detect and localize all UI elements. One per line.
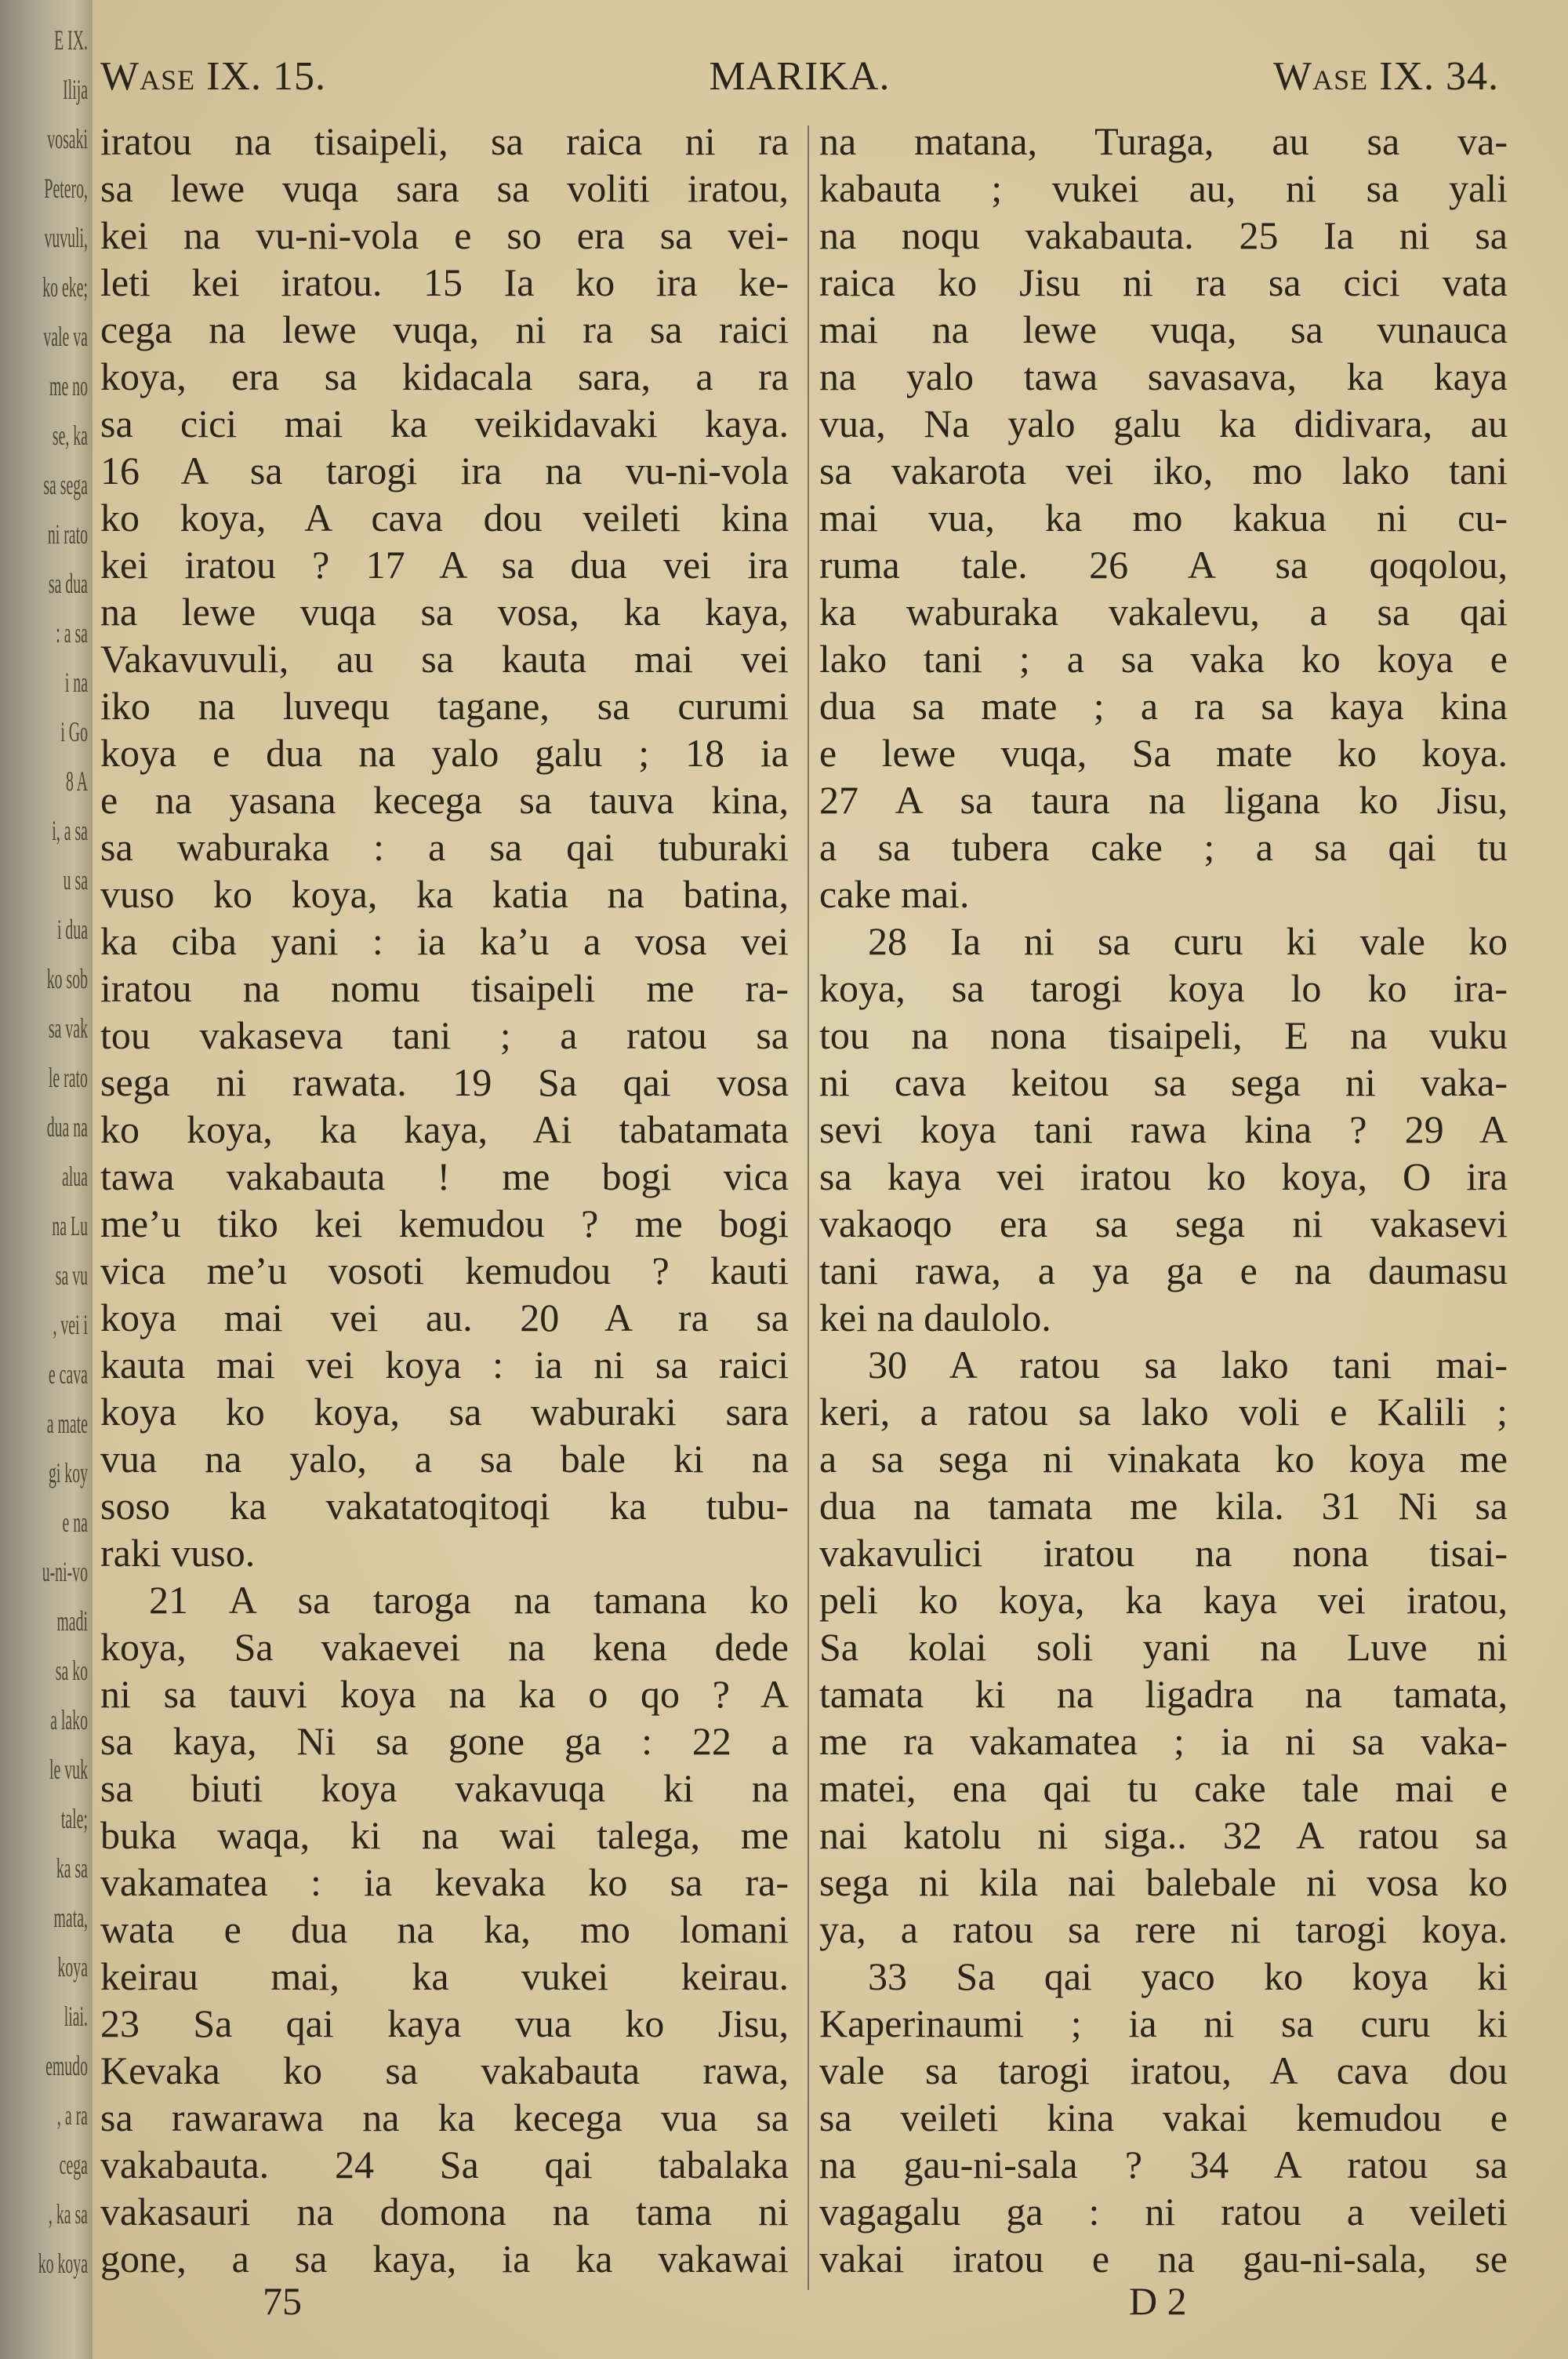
margin-fragment: u-ni-vo [42, 1556, 88, 1587]
text-line: tou na nona tisaipeli, E na vuku [819, 1013, 1508, 1057]
text-line: sega ni rawata. 19 Sa qai vosa [100, 1060, 789, 1104]
text-line: a sa sega ni vinakata ko koya me [819, 1437, 1508, 1481]
margin-fragment: e na [62, 1507, 88, 1538]
text-line: 30 A ratou sa lako tani mai- [868, 1343, 1508, 1387]
margin-fragment: sa sega [43, 469, 88, 500]
header-right-prefix: Wase [1273, 54, 1369, 99]
text-line: sa kaya vei iratou ko koya, O ira [819, 1154, 1508, 1198]
margin-fragment: ni rato [47, 518, 88, 550]
text-line: ka ciba yani : ia ka’u a vosa vei [100, 919, 789, 963]
text-line: ni cava keitou sa sega ni vaka- [819, 1060, 1508, 1104]
text-line: nai katolu ni siga.. 32 A ratou sa [819, 1813, 1508, 1857]
text-line: koya, Sa vakaevei na kena dede [100, 1625, 789, 1669]
adjacent-page-gutter [0, 0, 93, 2359]
text-line: 27 A sa taura na ligana ko Jisu, [819, 778, 1508, 822]
text-line: lako tani ; a sa vaka ko koya e [819, 637, 1508, 681]
text-line: sa cici mai ka veikidavaki kaya. [100, 402, 789, 445]
text-line: iko na luvequ tagane, sa curumi [100, 684, 789, 728]
margin-fragment: ka sa [56, 1852, 88, 1884]
text-line: sa biuti koya vakavuqa ki na [100, 1766, 789, 1810]
running-header-title: MARIKA. [709, 54, 891, 99]
margin-fragment: ko sob [46, 963, 88, 994]
text-line: Sa kolai soli yani na Luve ni [819, 1625, 1508, 1669]
header-left-ref: IX. 15. [206, 54, 326, 99]
margin-fragment: gi koy [48, 1457, 88, 1488]
text-line: koya mai vei au. 20 A ra sa [100, 1296, 789, 1339]
text-line: raica ko Jisu ni ra sa cici vata [819, 260, 1508, 304]
text-line: kei na daulolo. [819, 1296, 1051, 1339]
margin-fragment: vale va [43, 321, 88, 352]
text-line: vica me’u vosoti kemudou ? kauti [100, 1249, 789, 1292]
margin-fragment: se, ka [52, 420, 88, 451]
margin-fragment: madi [56, 1605, 88, 1637]
text-line: vuso ko koya, ka katia na batina, [100, 872, 789, 916]
text-line: keirau mai, ka vukei keirau. [100, 1954, 789, 1998]
text-line: ko koya, A cava dou veileti kina [100, 496, 789, 540]
text-line: a sa tubera cake ; a sa qai tu [819, 825, 1508, 869]
margin-fragment: sa vak [48, 1012, 88, 1044]
right-text-column [819, 118, 1508, 2282]
margin-fragment: vosaki [47, 123, 88, 154]
text-line: e lewe vuqa, Sa mate ko koya. [819, 731, 1508, 775]
text-line: vakasauri na domona na tama ni [100, 2190, 789, 2234]
margin-fragment: 8 A [65, 765, 88, 797]
text-line: gone, a sa kaya, ia ka vakawai [100, 2237, 789, 2281]
text-line: tamata ki na ligadra na tamata, [819, 1672, 1508, 1716]
text-line: koya, sa tarogi koya lo ko ira- [819, 966, 1508, 1010]
text-line: mai vua, ka mo kakua ni cu- [819, 496, 1508, 540]
text-line: vua na yalo, a sa bale ki na [100, 1437, 789, 1481]
margin-fragment: ko koya [38, 2248, 88, 2279]
text-line: kabauta ; vukei au, ni sa yali [819, 166, 1508, 210]
text-line: kei iratou ? 17 A sa dua vei ira [100, 543, 789, 587]
text-line: mai na lewe vuqa, sa vunauca [819, 307, 1508, 351]
text-line: dua na tamata me kila. 31 Ni sa [819, 1484, 1508, 1528]
margin-fragment: , ka sa [48, 2198, 88, 2230]
text-line: vale sa tarogi iratou, A cava dou [819, 2048, 1508, 2092]
text-line: matei, ena qai tu cake tale mai e [819, 1766, 1508, 1810]
text-line: ruma tale. 26 A sa qoqolou, [819, 543, 1508, 587]
signature-mark: D 2 [1129, 2279, 1187, 2323]
text-line: vakabauta. 24 Sa qai tabalaka [100, 2143, 789, 2186]
text-line: sevi koya tani rawa kina ? 29 A [819, 1107, 1508, 1151]
text-line: ko koya, ka kaya, Ai tabatamata [100, 1107, 789, 1151]
margin-fragment: sa ko [55, 1655, 88, 1686]
text-line: wata e dua na ka, mo lomani [100, 1907, 789, 1951]
page-number: 75 [263, 2279, 302, 2323]
text-line: dua sa mate ; a ra sa kaya kina [819, 684, 1508, 728]
text-line: na lewe vuqa sa vosa, ka kaya, [100, 590, 789, 634]
margin-fragment: le vuk [49, 1754, 88, 1785]
margin-fragment: emudo [45, 2050, 88, 2081]
margin-fragment: alua [62, 1161, 88, 1192]
text-line: 16 A sa tarogi ira na vu-ni-vola [100, 449, 789, 493]
text-line: iratou na tisaipeli, sa raica ni ra [100, 119, 789, 163]
text-line: vakamatea : ia kevaka ko sa ra- [100, 1860, 789, 1904]
margin-fragment: i na [64, 667, 88, 698]
text-line: sa kaya, Ni sa gone ga : 22 a [100, 1719, 789, 1763]
text-line: buka waqa, ki na wai talega, me [100, 1813, 789, 1857]
text-line: sa veileti kina vakai kemudou e [819, 2095, 1508, 2139]
text-line: Kaperinaumi ; ia ni sa curu ki [819, 2001, 1508, 2045]
text-line: vagagalu ga : ni ratou a veileti [819, 2190, 1508, 2234]
text-line: sa rawarawa na ka kecega vua sa [100, 2095, 789, 2139]
left-text-column [100, 118, 789, 2282]
margin-fragment: dua na [46, 1111, 88, 1143]
text-line: 33 Sa qai yaco ko koya ki [868, 1954, 1508, 1998]
text-line: 23 Sa qai kaya vua ko Jisu, [100, 2001, 789, 2045]
margin-fragment: sa vu [55, 1259, 88, 1291]
margin-fragment: , a ra [56, 2099, 88, 2131]
text-line: kei na vu-ni-vola e so era sa vei- [100, 213, 789, 257]
text-line: me’u tiko kei kemudou ? me bogi [100, 1201, 789, 1245]
margin-fragment: sa dua [48, 568, 88, 599]
text-line: na yalo tawa savasava, ka kaya [819, 354, 1508, 398]
text-line: koya e dua na yalo galu ; 18 ia [100, 731, 789, 775]
margin-fragment: cega [59, 2149, 88, 2180]
margin-fragment: me no [49, 370, 88, 402]
margin-fragment: koya [57, 1951, 88, 1983]
text-line: sa waburaka : a sa qai tuburaki [100, 825, 789, 869]
text-line: leti kei iratou. 15 Ia ko ira ke- [100, 260, 789, 304]
running-header-right [1273, 53, 1499, 100]
margin-fragment: na Lu [52, 1210, 88, 1241]
text-line: sega ni kila nai balebale ni vosa ko [819, 1860, 1508, 1904]
header-left-prefix: Wase [100, 54, 196, 99]
margin-fragment: mata, [53, 1902, 88, 1933]
text-line: koya ko koya, sa waburaki sara [100, 1390, 789, 1434]
margin-fragment: Ilija [63, 74, 88, 105]
text-line: sa lewe vuqa sara sa voliti iratou, [100, 166, 789, 210]
text-line: Vakavuvuli, au sa kauta mai vei [100, 637, 789, 681]
margin-fragment: i Go [60, 716, 88, 747]
text-line: soso ka vakatatoqitoqi ka tubu- [100, 1484, 789, 1528]
text-line: Kevaka ko sa vakabauta rawa, [100, 2048, 789, 2092]
margin-fragment: a lako [50, 1704, 88, 1736]
text-line: me ra vakamatea ; ia ni sa vaka- [819, 1719, 1508, 1763]
margin-fragment: u sa [63, 864, 88, 896]
text-line: ya, a ratou sa rere ni tarogi koya. [819, 1907, 1508, 1951]
margin-fragment: Petero, [44, 173, 88, 204]
margin-fragment: e cava [48, 1358, 88, 1390]
text-line: vua, Na yalo galu ka didivara, au [819, 402, 1508, 445]
margin-fragment: : a sa [56, 617, 88, 649]
margin-fragment: i, a sa [52, 815, 88, 846]
text-line: tou vakaseva tani ; a ratou sa [100, 1013, 789, 1057]
text-line: peli ko koya, ka kaya vei iratou, [819, 1578, 1508, 1622]
text-line: e na yasana kecega sa tauva kina, [100, 778, 789, 822]
text-line: 28 Ia ni sa curu ki vale ko [868, 919, 1508, 963]
text-line: 21 A sa taroga na tamana ko [149, 1578, 789, 1622]
text-line: iratou na nomu tisaipeli me ra- [100, 966, 789, 1010]
text-line: vakaoqo era sa sega ni vakasevi [819, 1201, 1508, 1245]
margin-fragment: tale; [60, 1803, 88, 1834]
text-line: vakavulici iratou na nona tisai- [819, 1531, 1508, 1575]
text-line: sa vakarota vei iko, mo lako tani [819, 449, 1508, 493]
text-line: tani rawa, a ya ga e na daumasu [819, 1249, 1508, 1292]
text-line: cega na lewe vuqa, ni ra sa raici [100, 307, 789, 351]
text-line: keri, a ratou sa lako voli e Kalili ; [819, 1390, 1508, 1434]
text-line: na gau-ni-sala ? 34 A ratou sa [819, 2143, 1508, 2186]
text-line: cake mai. [819, 872, 970, 916]
text-line: ni sa tauvi koya na ka o qo ? A [100, 1672, 789, 1716]
margin-fragment: i dua [56, 914, 88, 945]
text-line: na matana, Turaga, au sa va- [819, 119, 1508, 163]
margin-fragment: E IX. [54, 24, 88, 56]
column-divider [808, 125, 809, 2290]
text-line: kauta mai vei koya : ia ni sa raici [100, 1343, 789, 1387]
text-line: na noqu vakabauta. 25 Ia ni sa [819, 213, 1508, 257]
text-line: koya, era sa kidacala sara, a ra [100, 354, 789, 398]
margin-fragment: liai. [64, 2001, 88, 2032]
text-line: ka waburaka vakalevu, a sa qai [819, 590, 1508, 634]
text-line: vakai iratou e na gau-ni-sala, se [819, 2237, 1508, 2281]
margin-fragment: a mate [46, 1408, 88, 1439]
margin-fragment: ko eke; [42, 271, 88, 303]
text-line: raki vuso. [100, 1531, 256, 1575]
margin-fragment: le rato [48, 1062, 88, 1093]
text-line: tawa vakabauta ! me bogi vica [100, 1154, 789, 1198]
header-right-ref: IX. 34. [1379, 54, 1499, 99]
margin-fragment: , vei i [53, 1309, 88, 1340]
margin-fragment: vuvuli, [44, 222, 88, 253]
